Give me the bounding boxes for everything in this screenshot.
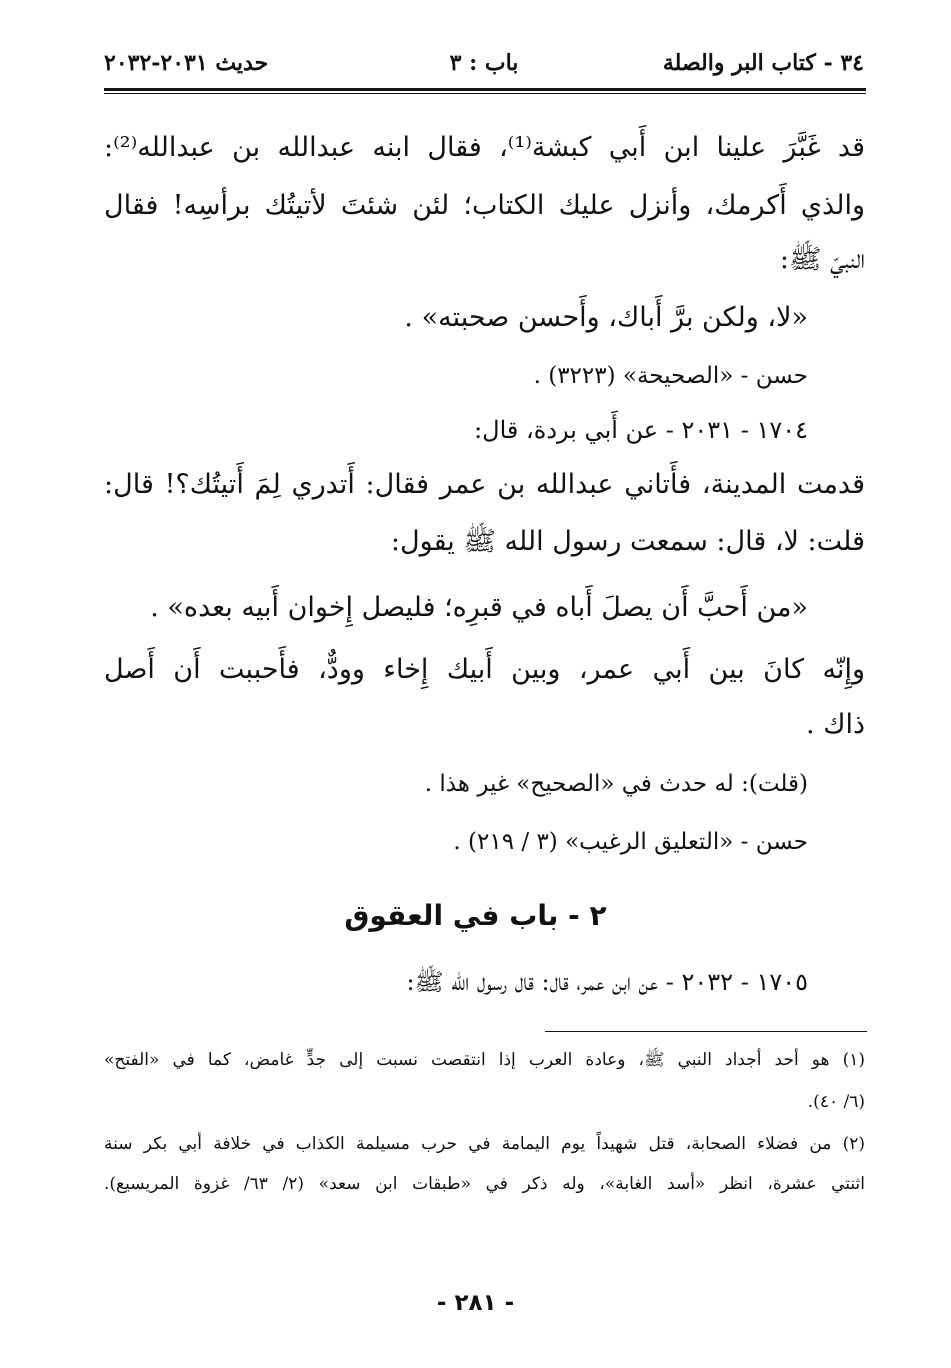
header-hadith-range: حديث ٢٠٣١-٢٠٣٢ — [104, 50, 269, 76]
body-line: قدمت المدينة، فأَتاني عبدالله بن عمر فقال: أَتدري لِمَ أَتيتُك؟! قال: — [104, 469, 866, 500]
header-rule — [104, 88, 866, 91]
header-chapter: باب : ٣ — [449, 50, 519, 76]
hadith-number-line: ١٧٠٥ - ٢٠٣٢ - عن ابن عمر، قال: قال رسول الله ﷺ: — [406, 968, 808, 996]
header-book-title: ٣٤ - كتاب البر والصلة — [662, 50, 864, 76]
body-line: والذي أَكرمك، وأنزل عليك الكتاب؛ لئن شئتَ لأتيتُك برأسِه! فقال — [104, 190, 865, 221]
page-number: - ٢٨١ - — [436, 1290, 515, 1316]
running-header — [104, 40, 864, 84]
footnote-line: (٦/ ٤٠). — [807, 1092, 865, 1112]
body-line: النبيّ ﷺ: — [779, 244, 865, 275]
body-line: ذاك . — [806, 709, 865, 740]
footnote-rule — [545, 1031, 867, 1032]
header-rule-thin — [104, 93, 866, 94]
footnote-line: (٢) من فضلاء الصحابة، قتل شهيداً يوم اليمامة في حرب مسيلمة الكذاب في خلافة أبي بكر سنة — [104, 1134, 865, 1154]
note-line: (قلت): له حدث في «الصحيح» غير هذا . — [424, 771, 808, 797]
body-line: قد غَبَّرَ علينا ابن أَبي كبشة⁽¹⁾، فقال ابنه عبدالله بن عبدالله⁽²⁾: — [104, 132, 865, 163]
section-heading: ٢ - باب في العقوق — [344, 899, 607, 932]
footnote-line: اثنتي عشرة، انظر «أسد الغابة»، وله ذكر في «طبقات ابن سعد» (٢/ ٦٣/ غزوة المريسيع). — [104, 1174, 865, 1194]
hadith-text: «من أَحبَّ أَن يصلَ أَباه في قبرِه؛ فليصل إِخوان أَبيه بعده» . — [150, 592, 808, 623]
grading-line: حسن - «التعليق الرغيب» (٣ / ٢١٩) . — [453, 829, 808, 855]
body-line: قلت: لا، قال: سمعت رسول الله ﷺ يقول: — [390, 526, 865, 557]
hadith-number-line: ١٧٠٤ - ٢٠٣١ - عن أَبي بردة، قال: — [474, 416, 808, 444]
body-line: وإِنّه كانَ بين أَبي عمر، وبين أَبيك إِخاء وودٌّ، فأَحببت أَن أَصل — [104, 654, 865, 685]
grading-line: حسن - «الصحيحة» (٣٢٢٣) . — [533, 363, 808, 389]
footnote-line: (١) هو أحد أجداد النبي ﷺ، وعادة العرب إذا انتقصت نسبت إلى جدٍّ غامض، كما في «الفتح» — [104, 1050, 865, 1070]
hadith-text: «لا، ولكن برَّ أَباك، وأَحسن صحبته» . — [404, 302, 808, 333]
